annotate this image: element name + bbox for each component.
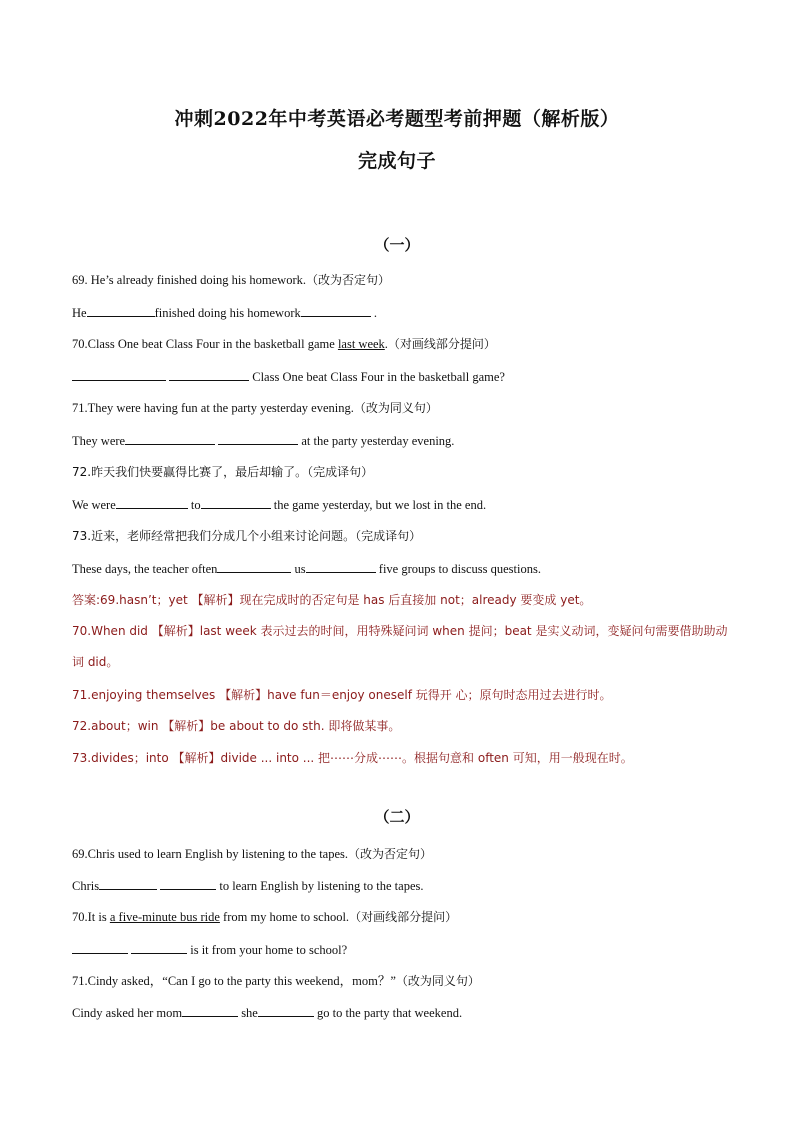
fill-text: to learn English by listening to the tapes. (216, 879, 424, 893)
question-text: from my home to school. (219, 910, 350, 924)
fill-line-73 (72, 560, 732, 577)
fill-text: at the party yesterday evening. (298, 434, 455, 448)
answer-blank[interactable] (72, 941, 128, 954)
question-text: He’s already finished doing his homework. (90, 273, 306, 287)
answer-blank[interactable] (258, 1004, 314, 1017)
question-text: 70.It is (72, 910, 110, 924)
answer-line: 70.When did 【解析】last week 表示过去的时间，用特殊疑问词 when 提问；beat 是实义动词，变疑问句需要借助助动词 did。 (72, 624, 728, 669)
fill-text: she (238, 1006, 258, 1020)
question-69-b (72, 846, 732, 862)
question-69 (72, 272, 732, 288)
question-text: 69.Chris used to learn English by listening to the tapes. (72, 847, 349, 861)
answer-blank[interactable] (306, 560, 376, 573)
answer-blank[interactable] (201, 496, 271, 509)
fill-text: He (72, 306, 87, 320)
answer-blank[interactable] (87, 304, 155, 317)
answer-blank[interactable] (125, 432, 215, 445)
question-instruction: （改为否定句） (348, 847, 433, 861)
question-72: 72.昨天我们快要赢得比赛了，最后却输了。（完成译句） (72, 465, 374, 479)
fill-line-71 (72, 432, 732, 449)
fill-line-71-b (72, 1004, 732, 1021)
document-subtitle: 完成句子 (357, 150, 436, 172)
question-70-b (72, 909, 732, 925)
fill-line-72 (72, 496, 732, 513)
answer-blank[interactable] (131, 941, 187, 954)
underlined-phrase: last week (337, 337, 385, 351)
answer-blank[interactable] (182, 1004, 238, 1017)
fill-text: Cindy asked her mom (72, 1006, 183, 1020)
question-text: 71.They were having fun at the party yesterday evening. (72, 401, 354, 415)
fill-line-70-b (72, 941, 732, 958)
question-71 (72, 400, 732, 416)
fill-text: finished doing his homework (154, 306, 301, 320)
answer-blank[interactable] (218, 432, 298, 445)
question-70 (72, 336, 732, 352)
section-heading-1: （一） (374, 236, 420, 254)
fill-text: go to the party that weekend. (313, 1006, 463, 1020)
answer-line: 答案:69.hasn’t；yet 【解析】现在完成时的否定句是 has 后直接加 not；already 要变成 yet。 (72, 593, 592, 607)
document-title: 冲刺2022年中考英语必考题型考前押题（解析版） (174, 108, 620, 130)
fill-text: us (291, 562, 306, 576)
answer-blank[interactable] (169, 368, 249, 381)
fill-text: We were (72, 498, 116, 512)
fill-text: These days, the teacher often (72, 562, 218, 576)
fill-text: five groups to discuss questions. (375, 562, 541, 576)
fill-line-69-b (72, 877, 732, 894)
answer-line: 73.divides；into 【解析】divide ... into ... 把⋯⋯分成⋯⋯。根据句意和 often 可知，用一般现在时。 (72, 751, 633, 765)
question-text: 70.Class One beat Class Four in the basketball game (72, 337, 338, 351)
question-text: 71.Cindy asked，“Can I go to the party this weekend，mom？” (72, 974, 396, 988)
fill-line-69 (72, 304, 732, 321)
fill-text: to (187, 498, 201, 512)
question-text: . (384, 337, 388, 351)
question-number: 69. (72, 273, 88, 287)
fill-text: Class One beat Class Four in the basketball game? (249, 370, 505, 384)
answer-line: 72.about；win 【解析】be about to do sth. 即将做某事。 (72, 719, 401, 733)
question-instruction: （改为同义句） (353, 401, 438, 415)
underlined-phrase: a five-minute bus ride (109, 910, 220, 924)
answer-blank[interactable] (72, 368, 166, 381)
question-instruction: （对画线部分提问） (387, 337, 496, 351)
question-71-b (72, 973, 732, 989)
question-instruction: （改为否定句） (305, 273, 390, 287)
answer-blank[interactable] (301, 304, 371, 317)
answer-blank[interactable] (217, 560, 291, 573)
question-instruction: （对画线部分提问） (349, 910, 458, 924)
question-instruction: （改为同义句） (395, 974, 480, 988)
fill-text: Chris (72, 879, 100, 893)
fill-text: is it from your home to school? (187, 943, 348, 957)
fill-text: the game yesterday, but we lost in the end. (270, 498, 487, 512)
answer-blank[interactable] (116, 496, 188, 509)
fill-text: They were (72, 434, 126, 448)
section-heading-2: （二） (374, 808, 420, 826)
fill-line-70 (72, 368, 732, 385)
answer-blank[interactable] (99, 877, 157, 890)
answer-line: 71.enjoying themselves 【解析】have fun＝enjoy oneself 玩得开 心；原句时态用过去进行时。 (72, 688, 612, 702)
question-73: 73.近来，老师经常把我们分成几个小组来讨论问题。（完成译句） (72, 529, 422, 543)
fill-text: . (373, 306, 377, 320)
answer-blank[interactable] (160, 877, 216, 890)
